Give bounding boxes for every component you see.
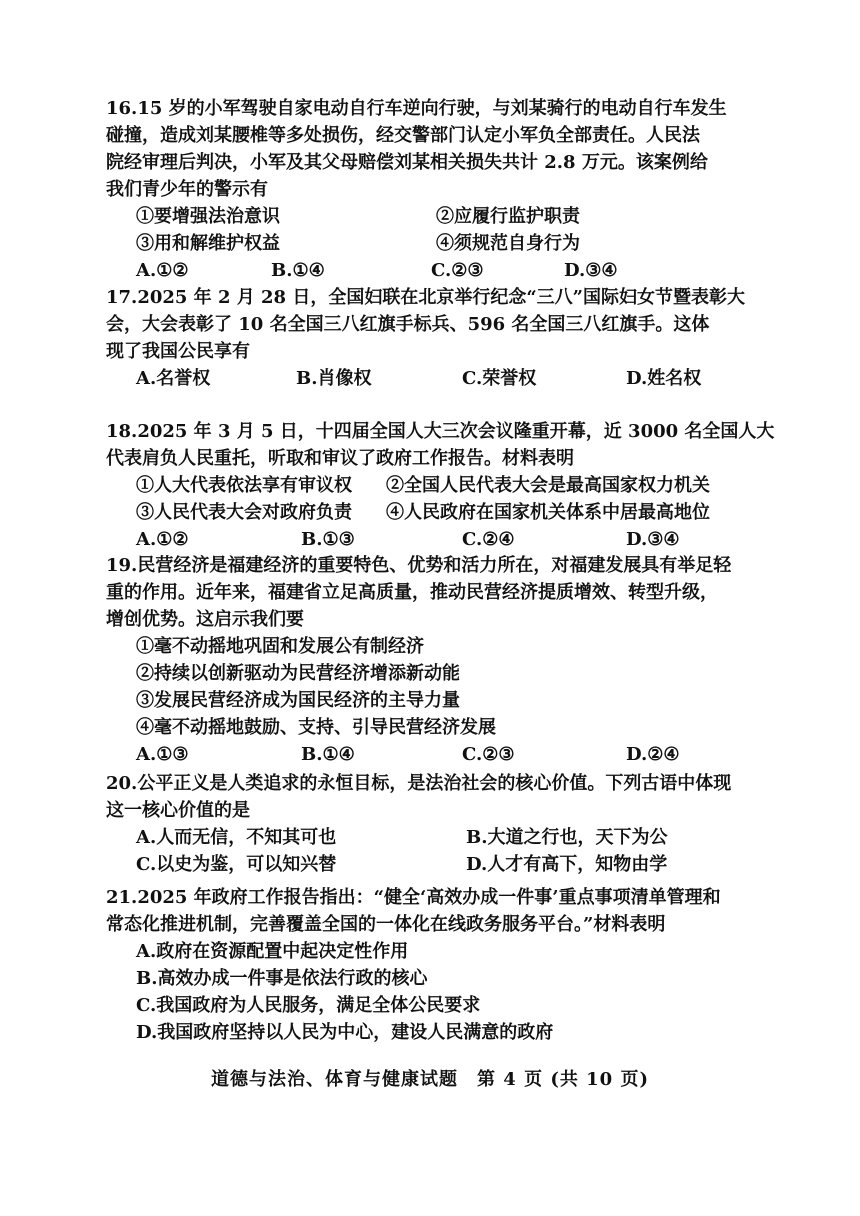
question-21-option-c: C.我国政府为人民服务，满足全体公民要求 [136, 995, 481, 1016]
question-19-sub-2: ②持续以创新驱动为民营经济增添新动能 [136, 663, 460, 684]
question-17-options [106, 365, 756, 392]
question-17-option-a: A.名誉权 [136, 368, 211, 389]
question-18-option-d: D.③④ [626, 529, 680, 550]
question-18-sub-2: ②全国人民代表大会是最高国家权力机关 [386, 475, 710, 496]
question-16-option-a: A.①② [136, 260, 189, 281]
question-19-sub-3: ③发展民营经济成为国民经济的主导力量 [136, 690, 460, 711]
question-18-sub-1: ①人大代表依法享有审议权 [136, 475, 352, 496]
question-20-options-row-1 [106, 824, 756, 851]
question-21-option-row-a [106, 938, 756, 965]
question-18-subs-row-2 [106, 499, 756, 526]
question-18-subs-row-1 [106, 472, 756, 499]
question-20-line-2: 这一核心价值的是 [106, 800, 250, 821]
question-21-option-b: B.高效办成一件事是依法行政的核心 [136, 968, 428, 989]
question-21-line-1: 21.2025 年政府工作报告指出：“健全‘高效办成一件事’重点事项清单管理和 [106, 887, 721, 908]
question-20 [106, 770, 756, 878]
question-20-options-row-2 [106, 851, 756, 878]
page-footer: 道德与法治、体育与健康试题 第 4 页 (共 10 页) [211, 1069, 649, 1090]
question-21-option-d: D.我国政府坚持以人民为中心，建设人民满意的政府 [136, 1022, 554, 1043]
question-19-subs-row-3 [106, 687, 756, 714]
question-19-line-3: 增创优势。这启示我们要 [106, 609, 304, 630]
question-21-option-a: A.政府在资源配置中起决定性作用 [136, 941, 409, 962]
question-19-options [106, 741, 756, 768]
question-19-subs-row-2 [106, 660, 756, 687]
question-18-sub-3: ③人民代表大会对政府负责 [136, 502, 352, 523]
question-16-line-4: 我们青少年的警示有 [106, 179, 268, 200]
question-16-sub-3: ③用和解维护权益 [136, 233, 280, 254]
question-21-line-2: 常态化推进机制，完善覆盖全国的一体化在线政务服务平台。”材料表明 [106, 914, 666, 935]
question-19-line-2: 重的作用。近年来，福建省立足高质量，推动民营经济提质增效、转型升级， [106, 582, 718, 603]
question-21-option-row-b [106, 965, 756, 992]
question-17-line-1: 17.2025 年 2 月 28 日，全国妇联在北京举行纪念“三八”国际妇女节暨表彰大 [106, 287, 746, 308]
question-16-subs-row-1 [106, 203, 756, 230]
question-18-sub-4: ④人民政府在国家机关体系中居最高地位 [386, 502, 710, 523]
question-20-line-1: 20.公平正义是人类追求的永恒目标，是法治社会的核心价值。下列古语中体现 [106, 773, 732, 794]
question-17-option-d: D.姓名权 [626, 368, 702, 389]
question-19-option-d: D.②④ [626, 744, 680, 765]
question-16-line-2: 碰撞，造成刘某腰椎等多处损伤，经交警部门认定小军负全部责任。人民法 [106, 125, 700, 146]
question-18-options [106, 526, 756, 553]
question-16-option-b: B.①④ [271, 260, 325, 281]
question-18-option-c: C.②④ [462, 529, 515, 550]
question-18-option-b: B.①③ [301, 529, 355, 550]
question-17 [106, 284, 756, 392]
question-18-line-1: 18.2025 年 3 月 5 日，十四届全国人大三次会议隆重开幕，近 3000 名全国人大 [106, 421, 775, 442]
question-16-line-3: 院经审理后判决，小军及其父母赔偿刘某相关损失共计 2.8 万元。该案例给 [106, 152, 708, 173]
question-16 [106, 95, 756, 284]
question-19-option-c: C.②③ [462, 744, 515, 765]
question-16-sub-1: ①要增强法治意识 [136, 206, 280, 227]
question-20-option-b: B.大道之行也，天下为公 [466, 827, 668, 848]
question-16-sub-4: ④须规范自身行为 [436, 233, 580, 254]
question-19-sub-1: ①毫不动摇地巩固和发展公有制经济 [136, 636, 424, 657]
question-18-line-2: 代表肩负人民重托，听取和审议了政府工作报告。材料表明 [106, 448, 574, 469]
question-19-subs-row-1 [106, 633, 756, 660]
question-16-sub-2: ②应履行监护职责 [436, 206, 580, 227]
question-18-option-a: A.①② [136, 529, 189, 550]
question-17-line-3: 现了我国公民享有 [106, 341, 250, 362]
question-20-option-d: D.人才有高下，知物由学 [466, 854, 668, 875]
question-17-option-b: B.肖像权 [296, 368, 372, 389]
question-19 [106, 552, 756, 768]
question-20-option-a: A.人而无信，不知其可也 [136, 827, 337, 848]
question-21 [106, 884, 756, 1046]
question-19-option-b: B.①④ [301, 744, 355, 765]
question-19-subs-row-4 [106, 714, 756, 741]
question-17-line-2: 会，大会表彰了 10 名全国三八红旗手标兵、596 名全国三八红旗手。这体 [106, 314, 710, 335]
question-19-line-1: 19.民营经济是福建经济的重要特色、优势和活力所在，对福建发展具有举足轻 [106, 555, 732, 576]
question-20-option-c: C.以史为鉴，可以知兴替 [136, 854, 337, 875]
question-16-options [106, 257, 756, 284]
question-16-subs-row-2 [106, 230, 756, 257]
question-21-option-row-c [106, 992, 756, 1019]
question-18 [106, 418, 775, 553]
question-16-option-c: C.②③ [431, 260, 484, 281]
question-16-option-d: D.③④ [564, 260, 618, 281]
question-19-sub-4: ④毫不动摇地鼓励、支持、引导民营经济发展 [136, 717, 496, 738]
question-21-option-row-d [106, 1019, 756, 1046]
question-17-option-c: C.荣誉权 [462, 368, 537, 389]
question-16-line-1: 16.15 岁的小军驾驶自家电动自行车逆向行驶，与刘某骑行的电动自行车发生 [106, 98, 727, 119]
question-19-option-a: A.①③ [136, 744, 189, 765]
